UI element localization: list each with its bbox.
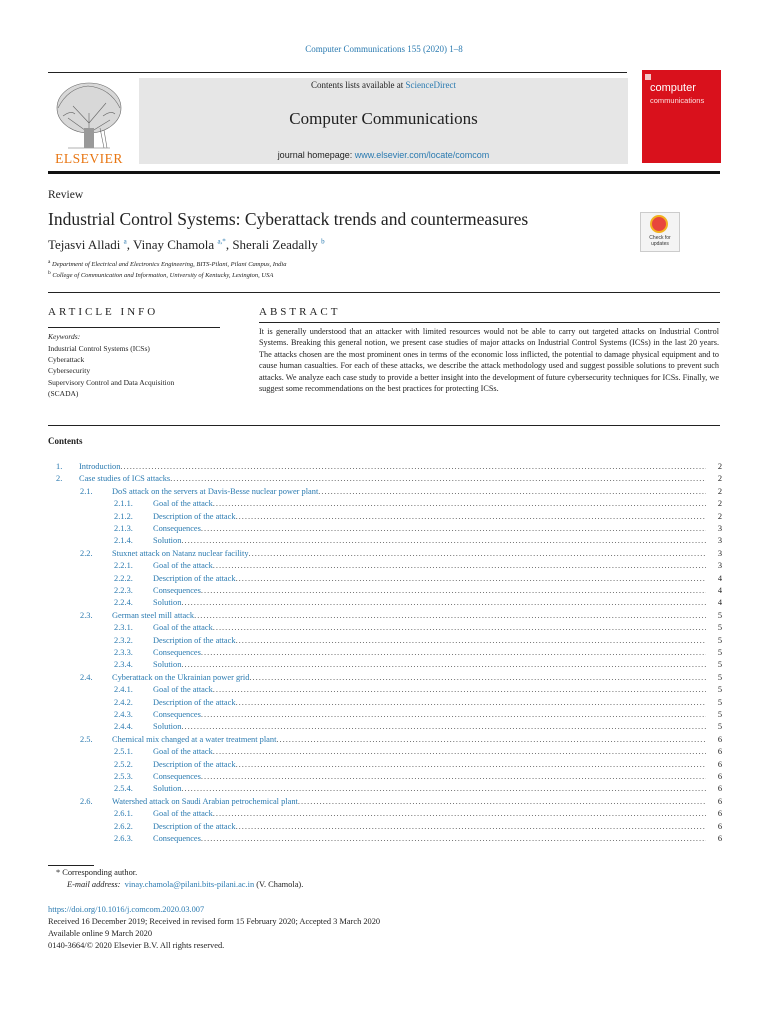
toc-entry[interactable]: [114, 535, 722, 547]
author-affiliation-mark[interactable]: a: [123, 237, 127, 246]
toc-entry-page: 6: [717, 784, 722, 794]
homepage-label: journal homepage:: [277, 150, 355, 160]
toc-entry-number: 2.6.1.: [114, 809, 133, 819]
toc-leader-dots: [213, 746, 706, 758]
article-info-heading: ARTICLE INFO: [48, 306, 159, 318]
affiliation-mark: b: [48, 270, 51, 276]
toc-entry-number: 2.5.: [80, 734, 93, 744]
abstract-bottom-rule: [48, 425, 720, 426]
toc-entry-page: 6: [717, 772, 722, 781]
toc-entry[interactable]: [114, 647, 722, 659]
keyword: Industrial Control Systems (ICSs): [48, 344, 150, 353]
toc-leader-dots: [213, 684, 706, 696]
toc-leader-dots: [181, 597, 706, 609]
toc-entry-title[interactable]: Solution: [153, 536, 182, 546]
toc-entry-number: 2.3.2.: [114, 635, 133, 645]
toc-entry[interactable]: [114, 684, 722, 696]
toc-entry-page: 5: [717, 635, 722, 645]
toc-leader-dots: [170, 473, 706, 485]
header-bottom-rule: [48, 171, 720, 174]
toc-entry-number: 2.2.1.: [114, 561, 133, 571]
toc-entry-title[interactable]: Solution: [153, 784, 182, 794]
toc-leader-dots: [201, 585, 706, 597]
toc-entry-number: 2.2.2.: [114, 573, 133, 583]
toc-entry-title[interactable]: German steel mill attack: [112, 610, 195, 620]
toc-entry[interactable]: [80, 548, 722, 560]
toc-entry-title[interactable]: Goal of the attack: [153, 685, 213, 695]
toc-entry-page: 6: [717, 834, 722, 843]
doi-link[interactable]: https://doi.org/10.1016/j.comcom.2020.03.007: [48, 905, 205, 914]
toc-entry-number: 2.6.3.: [114, 834, 133, 843]
toc-entry-number: 2.1.4.: [114, 536, 133, 546]
toc-entry[interactable]: [114, 511, 722, 523]
toc-leader-dots: [213, 498, 706, 510]
toc-entry-page: 2: [717, 462, 722, 471]
toc-entry-title[interactable]: Solution: [153, 660, 182, 670]
toc-entry-number: 2.2.4.: [114, 598, 133, 608]
toc-entry-page: 5: [717, 697, 722, 707]
toc-entry-number: 2.3.3.: [114, 648, 133, 657]
toc-entry-number: 2.2.3.: [114, 586, 133, 595]
toc-entry-title[interactable]: Description of the attack: [153, 697, 236, 707]
toc-entry[interactable]: [80, 796, 722, 808]
journal-homepage: [139, 150, 628, 160]
toc-entry[interactable]: [114, 759, 722, 771]
toc-entry-number: 2.3.1.: [114, 623, 133, 633]
keyword: (SCADA): [48, 388, 79, 398]
toc-entry[interactable]: [56, 461, 722, 473]
toc-entry-title[interactable]: Solution: [153, 722, 182, 732]
toc-entry-page: 6: [717, 796, 722, 806]
toc-leader-dots: [201, 833, 706, 845]
toc-entry-page: 5: [717, 710, 722, 719]
toc-leader-dots: [181, 535, 706, 547]
available-online: Available online 9 March 2020: [48, 929, 153, 938]
article-title: Industrial Control Systems: Cyberattack trends and countermeasures: [48, 209, 529, 229]
toc-entry[interactable]: [114, 783, 722, 795]
toc-entry-page: 2: [717, 511, 722, 521]
abstract-rule: [259, 322, 720, 323]
toc-entry-page: 5: [717, 685, 722, 695]
toc-leader-dots: [213, 622, 706, 634]
affiliation: [48, 270, 273, 279]
author-name[interactable]: Vinay Chamola: [133, 237, 215, 252]
toc-entry-number: 2.3.4.: [114, 660, 133, 670]
toc-entry-page: 6: [717, 747, 722, 757]
toc-entry-page: 6: [717, 809, 722, 819]
article-info-rule: [48, 327, 220, 328]
toc-entry-title[interactable]: Description of the attack: [153, 635, 236, 645]
email-suffix: (V. Chamola).: [254, 880, 304, 889]
toc-leader-dots: [201, 771, 706, 783]
cover-emblem-icon: [645, 74, 651, 80]
toc-leader-dots: [276, 734, 706, 746]
author-name[interactable]: Tejasvi Alladi: [48, 237, 121, 252]
toc-entry[interactable]: [114, 622, 722, 634]
toc-entry-title[interactable]: Goal of the attack: [153, 561, 213, 571]
toc-entry-number: 2.4.1.: [114, 685, 133, 695]
toc-entry-page: 4: [717, 598, 722, 608]
toc-entry[interactable]: [114, 697, 722, 709]
toc-entry-page: 2: [717, 474, 722, 484]
affiliation: [48, 259, 286, 268]
toc-entry-title[interactable]: Goal of the attack: [153, 623, 213, 633]
email-line: [67, 880, 303, 889]
cover-subtitle: communications: [650, 96, 705, 105]
contents-heading: Contents: [48, 436, 83, 446]
toc-entry-title[interactable]: Consequences: [153, 772, 201, 781]
affiliation-text: Department of Electrical and Electronics Engineering, BITS-Pilani, Pilani Campus, India: [52, 261, 287, 269]
toc-entry-page: 5: [717, 623, 722, 633]
toc-entry-title[interactable]: Consequences: [153, 524, 201, 533]
toc-entry-page: 5: [717, 610, 722, 620]
toc-entry-page: 3: [717, 561, 722, 571]
toc-leader-dots: [201, 709, 706, 721]
toc-entry-page: 6: [717, 821, 722, 831]
toc-leader-dots: [298, 796, 706, 808]
toc-entry-title[interactable]: Consequences: [153, 710, 201, 719]
received-dates: Received 16 December 2019; Received in revised form 15 February 2020; Accepted 3 March 2020: [48, 917, 381, 926]
toc-entry[interactable]: [80, 610, 722, 622]
toc-entry-page: 3: [717, 548, 722, 558]
toc-leader-dots: [213, 808, 706, 820]
toc-entry-number: 2.1.1.: [114, 499, 133, 509]
toc-entry-number: 2.4.3.: [114, 710, 133, 719]
cover-title: computer: [650, 82, 696, 94]
toc-entry[interactable]: [114, 821, 722, 833]
email-label: E-mail address:: [67, 880, 121, 889]
toc-entry-number: 2.: [56, 474, 63, 484]
toc-leader-dots: [236, 635, 706, 647]
toc-entry-page: 3: [717, 536, 722, 546]
toc-entry-title[interactable]: Description of the attack: [153, 821, 236, 831]
copyright: 0140-3664/© 2020 Elsevier B.V. All rights reserved.: [48, 941, 225, 950]
toc-entry-number: 2.5.1.: [114, 747, 133, 757]
toc-entry[interactable]: [114, 585, 722, 597]
homepage-link[interactable]: www.elsevier.com/locate/comcom: [354, 150, 490, 160]
elsevier-wordmark: ELSEVIER: [55, 151, 123, 166]
toc-entry-page: 2: [717, 486, 722, 496]
toc-entry-title[interactable]: Consequences: [153, 586, 201, 595]
toc-entry-number: 2.1.2.: [114, 511, 133, 521]
toc-entry-number: 2.6.: [80, 796, 93, 806]
toc-entry-number: 1.: [56, 462, 63, 471]
toc-entry-page: 4: [717, 573, 722, 583]
toc-entry-number: 2.1.3.: [114, 524, 133, 533]
toc-entry-title[interactable]: Consequences: [153, 648, 201, 657]
toc-entry-number: 2.3.: [80, 610, 93, 620]
toc-entry-number: 2.4.: [80, 672, 93, 682]
toc-leader-dots: [236, 821, 706, 833]
toc-entry-title[interactable]: Goal of the attack: [153, 809, 213, 819]
toc-entry[interactable]: [56, 473, 722, 485]
toc-entry[interactable]: [114, 808, 722, 820]
keyword: Cybersecurity: [48, 366, 91, 376]
toc-entry-page: 5: [717, 660, 722, 670]
toc-entry-page: 3: [717, 524, 722, 533]
toc-entry-title[interactable]: Goal of the attack: [153, 499, 213, 509]
keyword: Supervisory Control and Data Acquisition: [48, 377, 175, 387]
toc-entry-title[interactable]: Description of the attack: [153, 759, 236, 769]
journal-reference[interactable]: Computer Communications 155 (2020) 1–8: [305, 44, 463, 54]
toc-leader-dots: [318, 486, 706, 498]
toc-entry-number: 2.4.4.: [114, 722, 133, 732]
abstract-heading: ABSTRACT: [259, 306, 341, 318]
toc-leader-dots: [181, 659, 706, 671]
toc-entry[interactable]: [114, 560, 722, 572]
toc-leader-dots: [181, 783, 706, 795]
toc-leader-dots: [236, 511, 706, 523]
author-affiliation-mark[interactable]: a,*: [217, 237, 226, 246]
toc-leader-dots: [249, 548, 706, 560]
toc-entry-title[interactable]: Consequences: [153, 834, 201, 843]
toc-entry[interactable]: [114, 709, 722, 721]
toc-entry-page: 4: [717, 586, 722, 595]
toc-entry[interactable]: [114, 721, 722, 733]
toc-entry-number: 2.5.3.: [114, 772, 133, 781]
toc-entry-title[interactable]: DoS attack on the servers at Davis-Besse nuclear power plant: [112, 486, 319, 496]
toc-entry[interactable]: [80, 734, 722, 746]
contents-prefix: Contents lists available at: [311, 80, 406, 90]
toc-entry-number: 2.4.2.: [114, 697, 133, 707]
toc-leader-dots: [249, 672, 706, 684]
toc-entry-number: 2.2.: [80, 548, 93, 558]
affiliation-text: College of Communication and Information, University of Kentucky, Lexington, USA: [52, 272, 274, 280]
toc-entry-title[interactable]: Goal of the attack: [153, 747, 213, 757]
corresponding-author-note: * Corresponding author.: [56, 868, 138, 877]
toc-leader-dots: [194, 610, 706, 622]
header-top-rule: [48, 72, 627, 73]
toc-leader-dots: [236, 759, 706, 771]
toc-entry-title[interactable]: Solution: [153, 598, 182, 608]
toc-entry[interactable]: [114, 659, 722, 671]
toc-leader-dots: [213, 560, 706, 572]
article-type: Review: [48, 189, 84, 201]
keyword-list: [48, 343, 248, 399]
abstract-text: It is generally understood that an attacker with limited resources would not be able to carry out targeted attacks on Industrial Control Systems. Breaking this general notion, we present case studies of major attacks on Industrial Control Systems (ICSs) in the last 20 years. The attacks chosen are the most prominent ones in terms of the economic loss inflicted, the potential to damage physical equipment and to cause human casualties. For each of these attacks, we describe the attack methodology used and suggest possible solutions to prevent such attacks. We analyze each case study to provide a better insight into the development of future cybersecurity techniques for ICSs. Finally, we suggest some recommendations on the best practices for protecting ICSs.: [259, 327, 719, 394]
toc-entry-title[interactable]: Introduction: [79, 462, 121, 471]
sciencedirect-link[interactable]: ScienceDirect: [405, 80, 456, 90]
toc-entry-title[interactable]: Case studies of ICS attacks: [79, 474, 171, 484]
toc-entry-page: 2: [717, 499, 722, 509]
toc-entry[interactable]: [80, 672, 722, 684]
toc-entry-title[interactable]: Watershed attack on Saudi Arabian petrochemical plant: [112, 796, 298, 806]
toc-leader-dots: [236, 697, 706, 709]
toc-entry-title[interactable]: Description of the attack: [153, 573, 236, 583]
toc-entry-page: 5: [717, 672, 722, 682]
affiliation-mark: a: [48, 259, 51, 265]
toc-entry[interactable]: [114, 498, 722, 510]
toc-entry-page: 6: [717, 759, 722, 769]
keyword: Cyberattack: [48, 355, 85, 365]
footnote-rule: [48, 865, 94, 866]
toc-entry[interactable]: [114, 635, 722, 647]
toc-entry-title[interactable]: Stuxnet attack on Natanz nuclear facility: [112, 548, 249, 558]
toc-entry-page: 5: [717, 722, 722, 732]
toc-entry[interactable]: [114, 523, 722, 535]
toc-leader-dots: [181, 721, 706, 733]
toc-entry-title[interactable]: Chemical mix changed at a water treatment plant: [112, 734, 277, 744]
author-name[interactable]: Sherali Zeadally: [232, 237, 318, 252]
toc-entry-number: 2.6.2.: [114, 821, 133, 831]
toc-entry-title[interactable]: Cyberattack on the Ukrainian power grid: [112, 672, 250, 682]
email-link[interactable]: vinay.chamola@pilani.bits-pilani.ac.in: [124, 880, 255, 889]
toc-entry[interactable]: [114, 771, 722, 783]
author-list: Tejasvi Alladi $^a$, Vinay Chamola $^{a,*}$, Sherali Zeadally $^b$: [48, 237, 325, 252]
toc-entry-title[interactable]: Description of the attack: [153, 511, 236, 521]
toc-entry-number: 2.1.: [80, 486, 93, 496]
toc-entry-page: 6: [717, 734, 722, 744]
toc-entry[interactable]: [80, 486, 722, 498]
toc-entry[interactable]: [114, 597, 722, 609]
toc-leader-dots: [201, 523, 706, 535]
keywords-label: Keywords:: [48, 332, 81, 341]
toc-leader-dots: [201, 647, 706, 659]
toc-entry-number: 2.5.4.: [114, 784, 133, 794]
journal-title: Computer Communications: [289, 109, 478, 128]
title-block-rule: [48, 292, 720, 293]
author-affiliation-mark[interactable]: b: [321, 237, 325, 246]
contents-availability: [139, 80, 628, 90]
toc-entry[interactable]: [114, 833, 722, 845]
toc-entry[interactable]: [114, 746, 722, 758]
toc-leader-dots: [236, 573, 706, 585]
toc-entry-page: 5: [717, 648, 722, 657]
check-updates-label: Check for updates: [649, 235, 671, 247]
toc-entry-number: 2.5.2.: [114, 759, 133, 769]
toc-entry[interactable]: [114, 573, 722, 585]
toc-leader-dots: [120, 461, 706, 473]
check-updates-icon: [650, 215, 668, 233]
